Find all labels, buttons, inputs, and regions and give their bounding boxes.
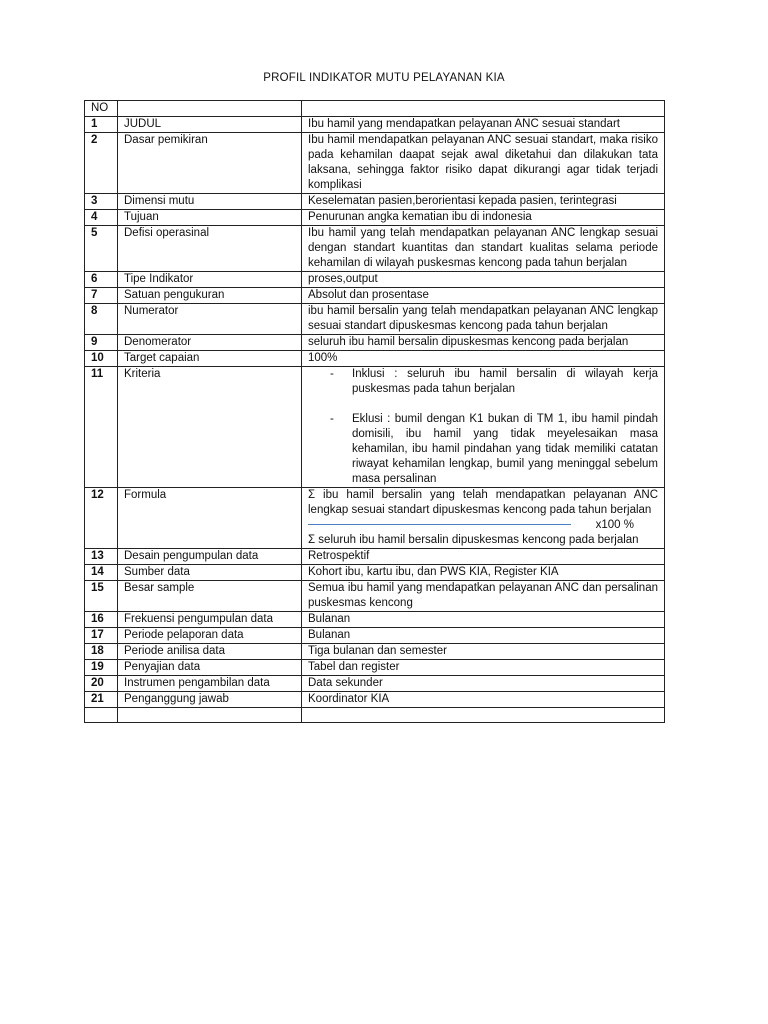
table-row bbox=[85, 117, 665, 133]
table-row bbox=[85, 612, 665, 628]
row-value: Bulanan bbox=[302, 612, 665, 628]
row-label: JUDUL bbox=[118, 117, 302, 133]
fraction-bar bbox=[308, 524, 571, 525]
table-row bbox=[85, 194, 665, 210]
row-label: Satuan pengukuran bbox=[118, 288, 302, 304]
row-label: Periode pelaporan data bbox=[118, 628, 302, 644]
table-row bbox=[85, 660, 665, 676]
row-label: Numerator bbox=[118, 304, 302, 335]
row-value: seluruh ibu hamil bersalin dipuskesmas kencong pada berjalan bbox=[302, 335, 665, 351]
row-label: Dasar pemikiran bbox=[118, 133, 302, 194]
row-number: 15 bbox=[85, 581, 118, 612]
kriteria-row bbox=[85, 367, 665, 488]
row-value: 100% bbox=[302, 351, 665, 367]
table-row bbox=[85, 565, 665, 581]
table-row bbox=[85, 351, 665, 367]
table-header-row bbox=[85, 101, 665, 117]
row-label: Penyajian data bbox=[118, 660, 302, 676]
row-value: Data sekunder bbox=[302, 676, 665, 692]
row-value: Bulanan bbox=[302, 628, 665, 644]
row-number: 8 bbox=[85, 304, 118, 335]
row-number: 12 bbox=[85, 488, 118, 549]
kriteria-value bbox=[302, 367, 665, 488]
table-row bbox=[85, 676, 665, 692]
row-value: Tiga bulanan dan semester bbox=[302, 644, 665, 660]
row-label: Target capaian bbox=[118, 351, 302, 367]
row-value: proses,output bbox=[302, 272, 665, 288]
formula-numerator: Σ ibu hamil bersalin yang telah mendapatkan pelayanan ANC lengkap sesuai standart dipuskesmas kencong pada tahun berjalan bbox=[308, 489, 658, 516]
table-row bbox=[85, 581, 665, 612]
row-number: 7 bbox=[85, 288, 118, 304]
row-number: 13 bbox=[85, 549, 118, 565]
row-number: 1 bbox=[85, 117, 118, 133]
table-row bbox=[85, 644, 665, 660]
row-label: Formula bbox=[118, 488, 302, 549]
inclusion-text: Inklusi : seluruh ibu hamil bersalin di wilayah kerja puskesmas pada tahun berjalan bbox=[352, 368, 658, 395]
row-label: Kriteria bbox=[118, 367, 302, 488]
table-row bbox=[85, 692, 665, 708]
exclusion-text: Eklusi : bumil dengan K1 bukan di TM 1, ibu hamil pindah domisili, ibu hamil yang tidak meyelesaikan masa kehamilan, ibu hamil pindahan yang tidak memiliki catatan riwayat kehamilan lengkap, bumil yang meninggal sebelum masa persalinan bbox=[352, 413, 658, 485]
row-value: Koordinator KIA bbox=[302, 692, 665, 708]
row-value: Ibu hamil mendapatkan pelayanan ANC sesuai standart, maka risiko pada kehamilan daapat sejak awal diketahui dan dilakukan tata laksana, sehingga faktor risiko dapat dikurangi agar tidak terjadi komplikasi bbox=[302, 133, 665, 194]
fraction-line bbox=[308, 518, 658, 533]
row-label: Defisi operasinal bbox=[118, 226, 302, 272]
row-label: Desain pengumpulan data bbox=[118, 549, 302, 565]
row-number: 4 bbox=[85, 210, 118, 226]
row-value: Absolut dan prosentase bbox=[302, 288, 665, 304]
row-value: ibu hamil bersalin yang telah mendapatkan pelayanan ANC lengkap sesuai standart dipuskesmas kencong pada tahun berjalan bbox=[302, 304, 665, 335]
row-label: Tujuan bbox=[118, 210, 302, 226]
row-value: Kohort ibu, kartu ibu, dan PWS KIA, Register KIA bbox=[302, 565, 665, 581]
row-number: 5 bbox=[85, 226, 118, 272]
formula-row bbox=[85, 488, 665, 549]
row-label: Penganggung jawab bbox=[118, 692, 302, 708]
row-number: 9 bbox=[85, 335, 118, 351]
header-value-cell bbox=[302, 101, 665, 117]
row-number: 6 bbox=[85, 272, 118, 288]
indicator-profile-table bbox=[84, 100, 665, 723]
empty-cell bbox=[118, 708, 302, 723]
empty-row bbox=[85, 708, 665, 723]
row-label: Dimensi mutu bbox=[118, 194, 302, 210]
empty-cell bbox=[302, 708, 665, 723]
row-number: 17 bbox=[85, 628, 118, 644]
exclusion-criterion bbox=[308, 412, 658, 487]
row-value: Semua ibu hamil yang mendapatkan pelayanan ANC dan persalinan puskesmas kencong bbox=[302, 581, 665, 612]
empty-cell bbox=[85, 708, 118, 723]
row-number: 2 bbox=[85, 133, 118, 194]
table-row bbox=[85, 133, 665, 194]
formula-multiplier: x100 % bbox=[595, 519, 634, 531]
row-value: Tabel dan register bbox=[302, 660, 665, 676]
row-number: 20 bbox=[85, 676, 118, 692]
row-label: Denomerator bbox=[118, 335, 302, 351]
table-row bbox=[85, 304, 665, 335]
row-number: 14 bbox=[85, 565, 118, 581]
row-value: Retrospektif bbox=[302, 549, 665, 565]
row-number: 16 bbox=[85, 612, 118, 628]
row-value: Keselematan pasien,berorientasi kepada pasien, terintegrasi bbox=[302, 194, 665, 210]
table-row bbox=[85, 288, 665, 304]
formula-denominator: Σ seluruh ibu hamil bersalin dipuskesmas kencong pada berjalan bbox=[308, 534, 639, 546]
header-label-cell bbox=[118, 101, 302, 117]
row-label: Sumber data bbox=[118, 565, 302, 581]
row-label: Instrumen pengambilan data bbox=[118, 676, 302, 692]
table-row bbox=[85, 549, 665, 565]
table-row bbox=[85, 272, 665, 288]
inclusion-criterion bbox=[308, 367, 658, 397]
row-label: Besar sample bbox=[118, 581, 302, 612]
row-number: 21 bbox=[85, 692, 118, 708]
table-row bbox=[85, 335, 665, 351]
list-dash: - bbox=[330, 368, 334, 380]
formula-value bbox=[302, 488, 665, 549]
row-label: Tipe Indikator bbox=[118, 272, 302, 288]
row-value: Ibu hamil yang mendapatkan pelayanan ANC sesuai standart bbox=[302, 117, 665, 133]
row-value: Penurunan angka kematian ibu di indonesia bbox=[302, 210, 665, 226]
list-dash: - bbox=[330, 413, 334, 425]
row-number: 3 bbox=[85, 194, 118, 210]
row-label: Frekuensi pengumpulan data bbox=[118, 612, 302, 628]
row-label: Periode anilisa data bbox=[118, 644, 302, 660]
row-number: 18 bbox=[85, 644, 118, 660]
row-number: 10 bbox=[85, 351, 118, 367]
row-number: 11 bbox=[85, 367, 118, 488]
table-row bbox=[85, 210, 665, 226]
table-row bbox=[85, 628, 665, 644]
header-no-cell: NO bbox=[85, 101, 118, 117]
row-number: 19 bbox=[85, 660, 118, 676]
table-row bbox=[85, 226, 665, 272]
row-value: Ibu hamil yang telah mendapatkan pelayanan ANC lengkap sesuai dengan standart kuantitas dan standart kualitas selama periode kehamilan di wilayah puskesmas kencong pada tahun berjalan bbox=[302, 226, 665, 272]
document-title: PROFIL INDIKATOR MUTU PELAYANAN KIA bbox=[263, 72, 505, 84]
